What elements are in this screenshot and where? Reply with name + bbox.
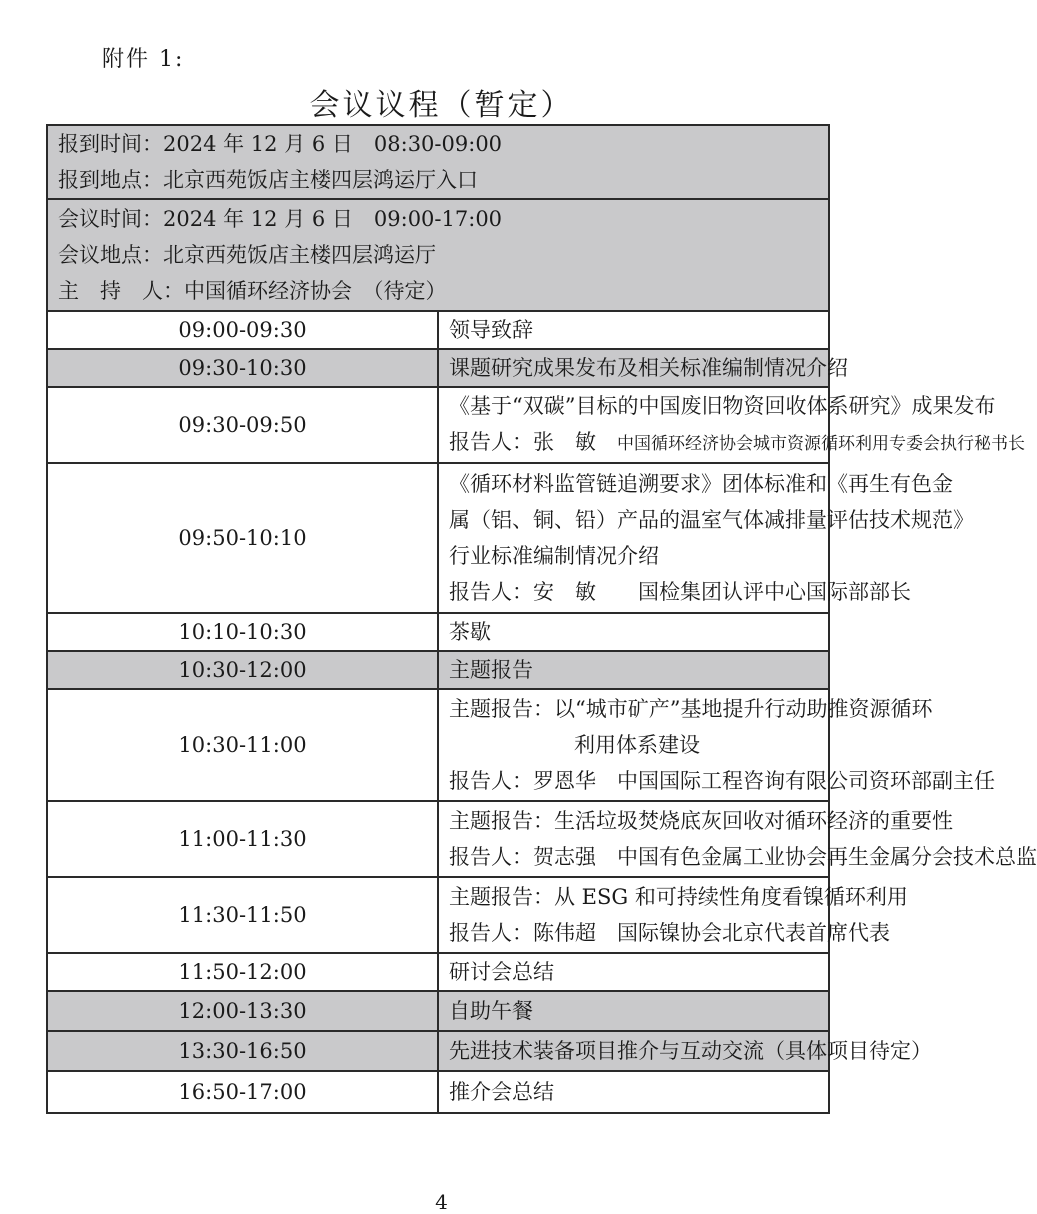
time-cell: 11:00-11:30 xyxy=(47,801,438,877)
content-cell xyxy=(438,877,908,953)
time-cell: 11:30-11:50 xyxy=(47,877,438,953)
registration-place: 报到地点：北京西苑饭店主楼四层鸿运厅入口 xyxy=(58,168,478,192)
talk-title: 《基于“双碳”目标的中国废旧物资回收体系研究》成果发布 xyxy=(449,394,996,418)
time-cell: 10:30-12:00 xyxy=(47,651,438,689)
agenda-row xyxy=(47,463,829,613)
content-cell: 课题研究成果发布及相关标准编制情况介绍 xyxy=(438,349,829,387)
meeting-info-row xyxy=(47,199,829,311)
agenda-row xyxy=(47,953,829,991)
talk-title-line: 主题报告：生活垃圾焚烧底灰回收对循环经济的重要性 xyxy=(449,809,953,833)
agenda-section-row xyxy=(47,349,829,387)
time-cell: 16:50-17:00 xyxy=(47,1071,438,1113)
agenda-row xyxy=(47,1071,829,1113)
agenda-row xyxy=(47,387,829,463)
talk-title-line: 主题报告：从 ESG 和可持续性角度看镍循环利用 xyxy=(449,885,908,909)
meeting-place: 会议地点：北京西苑饭店主楼四层鸿运厅 xyxy=(58,243,436,267)
time-cell: 10:30-11:00 xyxy=(47,689,438,801)
content-cell xyxy=(438,387,1025,463)
time-cell: 12:00-13:30 xyxy=(47,991,438,1031)
content-cell: 自助午餐 xyxy=(438,991,829,1031)
time-cell: 09:00-09:30 xyxy=(47,311,438,349)
content-cell xyxy=(438,463,974,613)
reporter-line: 报告人：陈伟超 国际镍协会北京代表首席代表 xyxy=(449,921,890,945)
reporter-line: 报告人：安 敏 国检集团认评中心国际部部长 xyxy=(449,580,911,604)
talk-title-line: 属（铝、铜、铅）产品的温室气体减排量评估技术规范》 xyxy=(449,508,974,532)
agenda-row xyxy=(47,613,829,651)
content-cell: 先进技术装备项目推介与互动交流（具体项目待定） xyxy=(438,1031,829,1071)
agenda-row xyxy=(47,689,829,801)
content-cell xyxy=(438,801,1037,877)
registration-time: 报到时间：2024 年 12 月 6 日 08:30-09:00 xyxy=(58,132,503,156)
meeting-host: 主 持 人：中国循环经济协会 （待定） xyxy=(58,279,447,303)
content-cell: 研讨会总结 xyxy=(438,953,829,991)
agenda-section-row xyxy=(47,1031,829,1071)
reporter-line: 报告人：贺志强 中国有色金属工业协会再生金属分会技术总监 xyxy=(449,845,1037,869)
page-number: 4 xyxy=(435,1190,448,1214)
time-cell: 11:50-12:00 xyxy=(47,953,438,991)
talk-title-line: 主题报告：以“城市矿产”基地提升行动助推资源循环 xyxy=(449,697,933,721)
agenda-row xyxy=(47,877,829,953)
agenda-row xyxy=(47,801,829,877)
content-cell xyxy=(438,689,995,801)
agenda-section-row xyxy=(47,991,829,1031)
content-cell: 茶歇 xyxy=(438,613,829,651)
content-cell: 主题报告 xyxy=(438,651,829,689)
attachment-label: 附件 1: xyxy=(102,47,185,72)
time-cell: 09:30-09:50 xyxy=(47,387,438,463)
talk-title-line: 《循环材料监管链追溯要求》团体标准和《再生有色金 xyxy=(449,472,953,496)
time-cell: 10:10-10:30 xyxy=(47,613,438,651)
reporter-line xyxy=(449,424,1025,462)
reporter-line: 报告人：罗恩华 中国国际工程咨询有限公司资环部副主任 xyxy=(449,769,995,793)
talk-title-line: 利用体系建设 xyxy=(574,733,700,757)
time-cell: 13:30-16:50 xyxy=(47,1031,438,1071)
time-cell: 09:50-10:10 xyxy=(47,463,438,613)
registration-row xyxy=(47,125,829,199)
meeting-time: 会议时间：2024 年 12 月 6 日 09:00-17:00 xyxy=(58,207,503,231)
time-cell: 09:30-10:30 xyxy=(47,349,438,387)
page-title: 会议议程（暂定） xyxy=(309,88,574,123)
talk-title-line: 行业标准编制情况介绍 xyxy=(449,544,659,568)
agenda-row xyxy=(47,311,829,349)
content-cell: 领导致辞 xyxy=(438,311,829,349)
content-cell: 推介会总结 xyxy=(438,1071,829,1113)
reporter-label: 报告人：张 敏 xyxy=(449,430,596,454)
reporter-org: 中国循环经济协会城市资源循环利用专委会执行秘书长 xyxy=(617,434,1025,454)
agenda-table xyxy=(46,124,1037,1114)
agenda-section-row xyxy=(47,651,829,689)
